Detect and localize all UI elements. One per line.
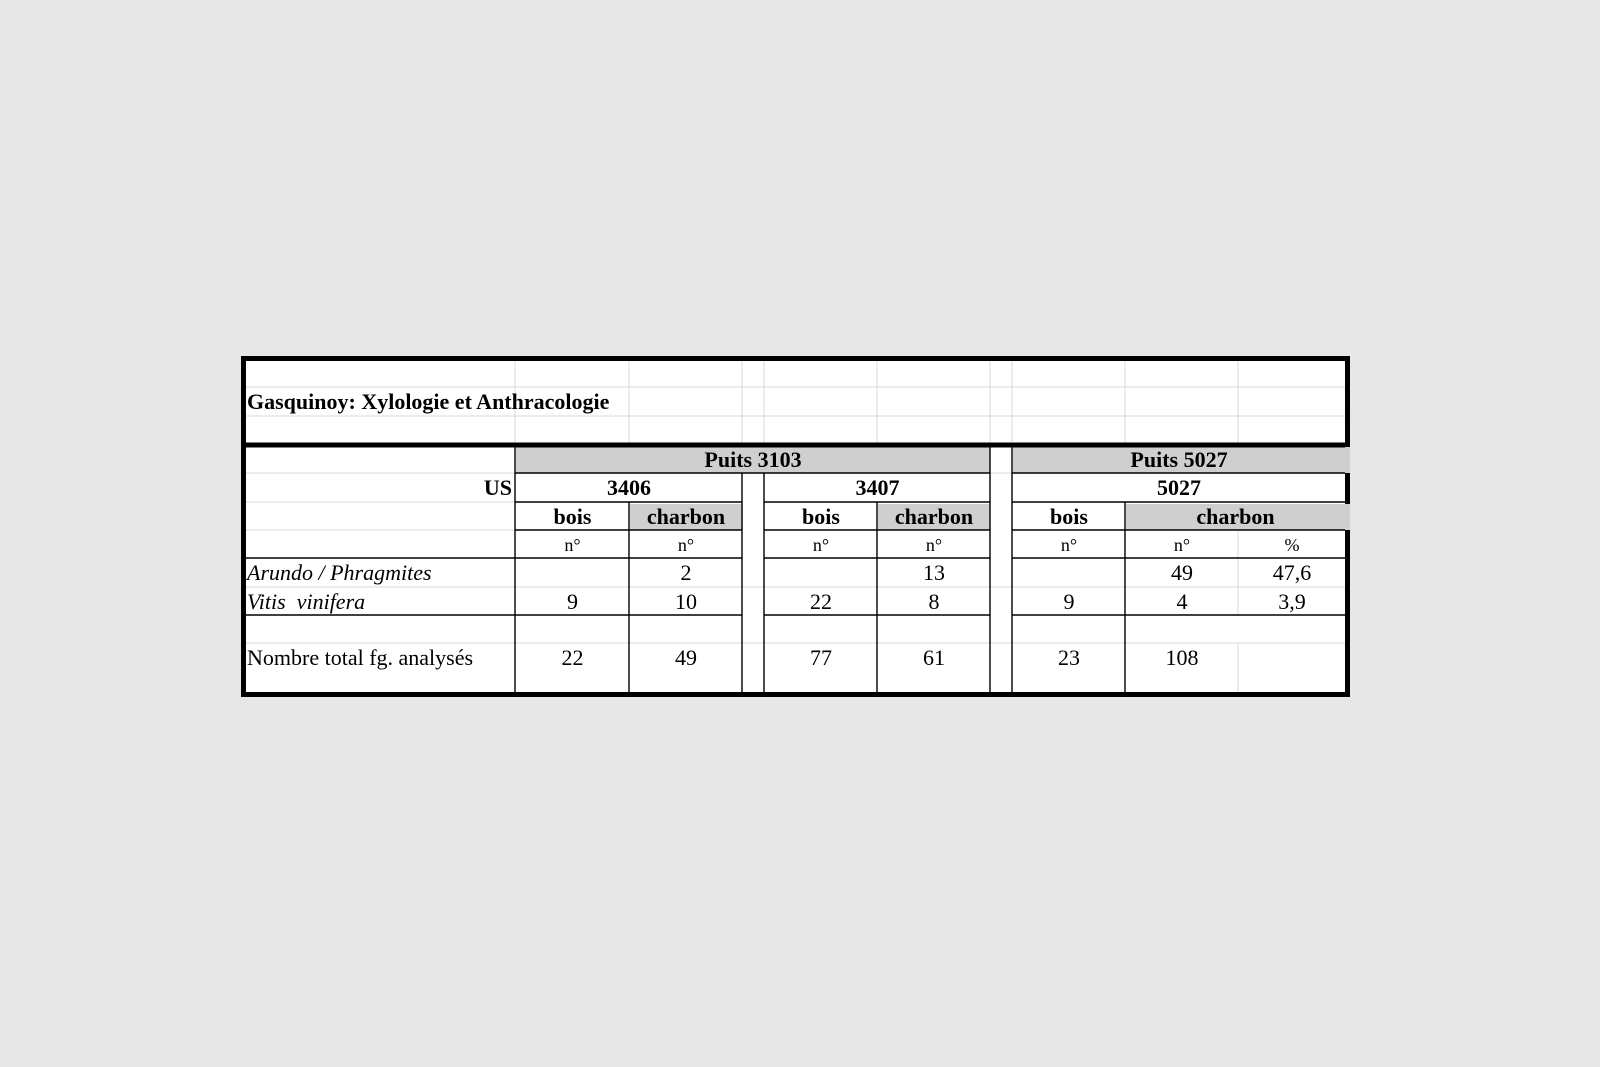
cell-total-charbon-3406: 49 <box>675 645 697 670</box>
cell-vitis-bois-3406: 9 <box>567 588 578 614</box>
row-label-total: Nombre total fg. analysés <box>247 645 474 670</box>
unit-bois-2: n° <box>812 534 830 555</box>
cell-arundo-percent-5027: 47,6 <box>1272 560 1312 585</box>
cell-vitis-charbon-3407: 8 <box>928 588 940 614</box>
unit-charbon-3: n° <box>1173 534 1191 555</box>
cell-total-charbon-3407: 61 <box>923 645 945 670</box>
row-label-arundo: Arundo / Phragmites <box>247 560 432 585</box>
header-bois-3: bois <box>1050 503 1088 529</box>
header-us-label: US <box>483 475 512 500</box>
unit-charbon-2: n° <box>925 534 943 555</box>
cell-vitis-bois-3407: 22 <box>810 588 832 614</box>
cell-total-charbon-5027: 108 <box>1165 645 1199 670</box>
header-bois-1: bois <box>553 503 592 529</box>
cell-vitis-bois-5027: 9 <box>1063 588 1075 614</box>
header-charbon-3: charbon <box>1196 503 1275 529</box>
cell-vitis-charbon-5027: 4 <box>1176 588 1188 614</box>
spreadsheet-table <box>241 356 1350 697</box>
cell-total-bois-5027: 23 <box>1058 645 1080 670</box>
header-bois-2: bois <box>802 503 840 529</box>
unit-percent: % <box>1284 534 1300 555</box>
cell-arundo-bois-3407 <box>765 559 877 587</box>
header-us-3406: 3406 <box>607 475 651 500</box>
cell-total-percent-5027 <box>1239 644 1345 672</box>
cell-total-bois-3407: 77 <box>810 645 832 670</box>
cell-arundo-charbon-3407: 13 <box>923 560 945 585</box>
page-title: Gasquinoy: Xylologie et Anthracologie <box>247 389 610 414</box>
header-us-3407: 3407 <box>855 475 900 500</box>
unit-bois-1: n° <box>564 534 581 555</box>
header-us-5027: 5027 <box>1157 475 1201 500</box>
cell-arundo-bois-5027 <box>1013 559 1125 587</box>
cell-vitis-percent-5027: 3,9 <box>1278 588 1306 614</box>
header-puits-5027: Puits 5027 <box>1130 447 1228 472</box>
unit-charbon-1: n° <box>677 534 695 555</box>
header-charbon-2: charbon <box>894 503 974 529</box>
unit-bois-3: n° <box>1060 534 1078 555</box>
cell-arundo-charbon-5027: 49 <box>1171 560 1193 585</box>
cell-arundo-bois-3406 <box>516 559 629 587</box>
cell-arundo-charbon-3406: 2 <box>680 560 692 585</box>
row-label-vitis: Vitis vinifera <box>247 588 366 614</box>
cell-vitis-charbon-3406: 10 <box>675 588 697 614</box>
header-charbon-1: charbon <box>646 503 726 529</box>
header-puits-3103: Puits 3103 <box>704 447 802 472</box>
cell-total-bois-3406: 22 <box>561 645 584 670</box>
